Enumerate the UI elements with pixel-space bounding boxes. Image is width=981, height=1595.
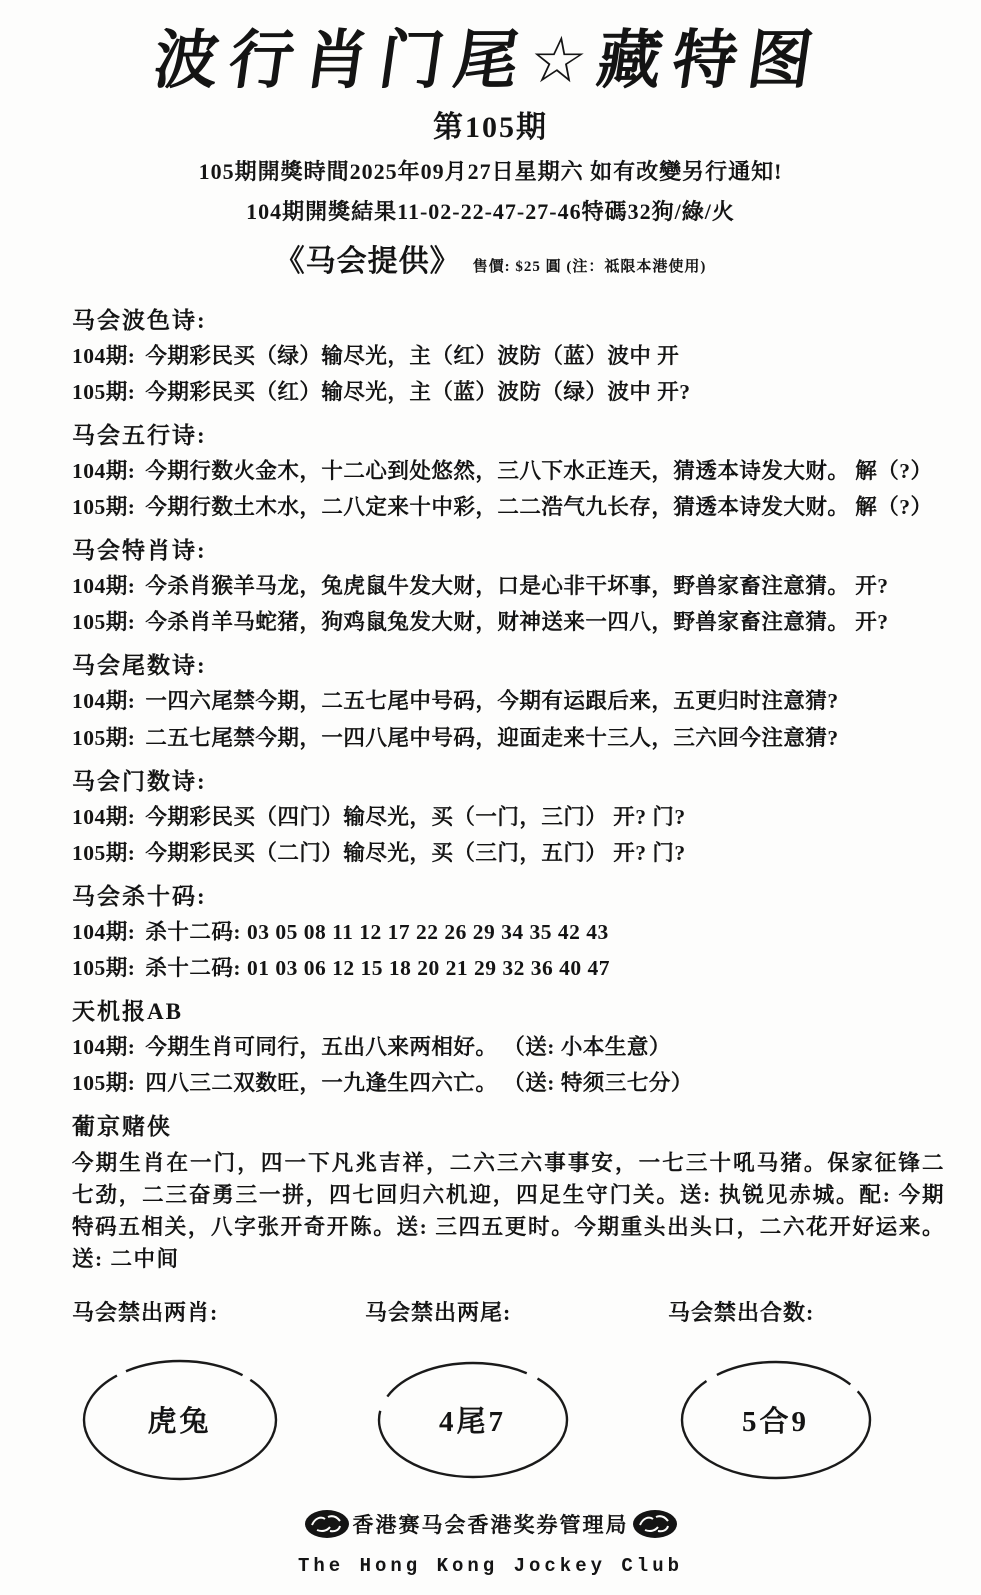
poem-line-104 bbox=[72, 572, 945, 601]
last-result-line: 104期開獎結果11-02-22-47-27-46特碼32狗/綠/火 bbox=[246, 199, 735, 225]
footer-english-text: The Hong Kong Jockey Club bbox=[297, 1554, 684, 1577]
hkjc-horsehead-logo-icon bbox=[304, 1509, 350, 1539]
provider-note: 售價: $25 圓 (注：祗限本港使用) bbox=[472, 259, 707, 276]
poem-line-105 bbox=[72, 608, 945, 637]
period-label: 104期: bbox=[72, 459, 136, 484]
section-heading: 马会波色诗: bbox=[72, 308, 207, 334]
poem-line-105 bbox=[72, 1069, 945, 1098]
poem-line-105 bbox=[72, 724, 945, 753]
section-heading: 马会杀十码: bbox=[72, 883, 207, 909]
poem-text: 今杀肖羊马蛇猪，狗鸡鼠兔发大财，财神送来一四八，野兽家畜注意猜。 开? bbox=[145, 610, 889, 635]
banned-zodiacs-circle bbox=[80, 1357, 280, 1483]
poem-text: 今期彩民买（四门）输尽光，买（一门，三门） 开? 门? bbox=[145, 804, 686, 829]
banned-zodiacs-column bbox=[72, 1296, 287, 1483]
period-label: 105期: bbox=[72, 840, 136, 865]
section-wave-color-poem bbox=[72, 302, 945, 407]
poem-text: 一四六尾禁今期，二五七尾中号码，今期有运跟后来，五更归时注意猜? bbox=[145, 689, 839, 714]
period-label: 105期: bbox=[72, 955, 136, 980]
footer-chinese-text: 香港赛马会香港奖券管理局 bbox=[352, 1512, 629, 1537]
poem-text: 今期彩民买（二门）输尽光，买（三门，五门） 开? 门? bbox=[145, 840, 686, 865]
banned-row bbox=[0, 1276, 981, 1483]
banned-tails-heading: 马会禁出两尾: bbox=[365, 1299, 512, 1325]
page-footer bbox=[0, 1509, 981, 1595]
banned-sum-value: 5合9 bbox=[741, 1406, 809, 1439]
poem-text: 四八三二双数旺，一九逢生四六亡。 （送: 特须三七分） bbox=[145, 1070, 693, 1095]
banned-sum-heading: 马会禁出合数: bbox=[668, 1299, 815, 1325]
period-label: 104期: bbox=[72, 1034, 136, 1059]
banned-zodiacs-heading: 马会禁出两肖: bbox=[72, 1299, 219, 1325]
section-heading: 马会特肖诗: bbox=[72, 538, 207, 564]
poem-text: 今杀肖猴羊马龙，兔虎鼠牛发大财，口是心非干坏事，野兽家畜注意猜。 开? bbox=[145, 574, 889, 599]
poem-line-105 bbox=[72, 839, 945, 868]
poem-text: 今期行数土木水，二八定来十中彩，二二浩气九长存，猜透本诗发大财。 解（?） bbox=[145, 495, 933, 520]
period-label: 105期: bbox=[72, 380, 136, 405]
gambler-paragraph: 今期生肖在一门，四一下凡兆吉祥，二六三六事事安，一七三十吼马猪。保家征锋二七劲，二三奋勇三一拼，四七回归六机迎，四足生守门关。送: 执锐见赤城。配: 今期特码五相关，八字张开奇开陈。送: 三四五更时。今期重头出头口，二六花开好运来。送: 二中间 bbox=[72, 1150, 945, 1272]
banned-tails-circle bbox=[373, 1357, 573, 1483]
provider-label: 《马会提供》 bbox=[274, 245, 461, 279]
section-heading: 马会五行诗: bbox=[72, 423, 207, 449]
section-pujing-gambler bbox=[72, 1108, 945, 1276]
period-label: 105期: bbox=[72, 1070, 136, 1095]
poem-line-104 bbox=[72, 342, 945, 371]
poem-line-105 bbox=[72, 378, 945, 407]
provider-line bbox=[0, 236, 981, 280]
poem-text: 二五七尾禁今期，一四八尾中号码，迎面走来十三人，三六回今注意猜? bbox=[145, 725, 839, 750]
period-label: 104期: bbox=[72, 919, 136, 944]
period-label: 104期: bbox=[72, 574, 136, 599]
issue-number: 第105期 bbox=[433, 111, 548, 145]
numbers-text: 杀十二码: 03 05 08 11 12 17 22 26 29 34 35 42 43 bbox=[145, 919, 609, 944]
period-label: 104期: bbox=[72, 344, 136, 369]
section-gate-number-poem bbox=[72, 763, 945, 868]
page-header bbox=[0, 0, 981, 280]
period-label: 104期: bbox=[72, 689, 136, 714]
poem-line-104 bbox=[72, 457, 945, 486]
section-five-elements-poem bbox=[72, 417, 945, 522]
banned-zodiacs-value: 虎兔 bbox=[147, 1406, 212, 1439]
section-special-zodiac-poem bbox=[72, 532, 945, 637]
killed-numbers-104 bbox=[72, 918, 945, 947]
section-killed-numbers bbox=[72, 878, 945, 983]
period-label: 105期: bbox=[72, 495, 136, 520]
poem-line-104 bbox=[72, 1033, 945, 1062]
page-title: 波行肖门尾☆藏特图 bbox=[149, 24, 829, 98]
jockey-club-logo-row bbox=[0, 1509, 981, 1539]
poem-line-104 bbox=[72, 803, 945, 832]
banned-tails-column bbox=[365, 1296, 580, 1483]
poem-text: 今期彩民买（绿）输尽光，主（红）波防（蓝）波中 开 bbox=[145, 344, 680, 369]
poem-line-104 bbox=[72, 687, 945, 716]
section-heading: 天机报AB bbox=[72, 998, 183, 1024]
section-tail-number-poem bbox=[72, 647, 945, 752]
period-label: 105期: bbox=[72, 610, 136, 635]
poem-text: 今期彩民买（红）输尽光，主（蓝）波防（绿）波中 开? bbox=[145, 380, 691, 405]
banned-sum-column bbox=[668, 1296, 883, 1483]
poem-text: 今期行数火金木，十二心到处悠然，三八下水正连天，猜透本诗发大财。 解（?） bbox=[145, 459, 933, 484]
banned-sum-circle bbox=[676, 1357, 876, 1483]
draw-time-line: 105期開獎時間2025年09月27日星期六 如有改變另行通知! bbox=[198, 159, 783, 185]
section-heading: 马会尾数诗: bbox=[72, 653, 207, 679]
banned-tails-value: 4尾7 bbox=[438, 1406, 506, 1439]
period-label: 105期: bbox=[72, 725, 136, 750]
section-tianji-report bbox=[72, 993, 945, 1098]
numbers-text: 杀十二码: 01 03 06 12 15 18 20 21 29 32 36 40 47 bbox=[145, 955, 610, 980]
section-heading: 葡京赌侠 bbox=[72, 1113, 172, 1139]
section-heading: 马会门数诗: bbox=[72, 768, 207, 794]
hkjc-horsehead-logo-icon bbox=[632, 1509, 678, 1539]
poem-line-105 bbox=[72, 493, 945, 522]
killed-numbers-105 bbox=[72, 954, 945, 983]
period-label: 104期: bbox=[72, 804, 136, 829]
poem-sections bbox=[0, 280, 981, 1275]
poem-text: 今期生肖可同行，五出八来两相好。 （送: 小本生意） bbox=[145, 1034, 671, 1059]
